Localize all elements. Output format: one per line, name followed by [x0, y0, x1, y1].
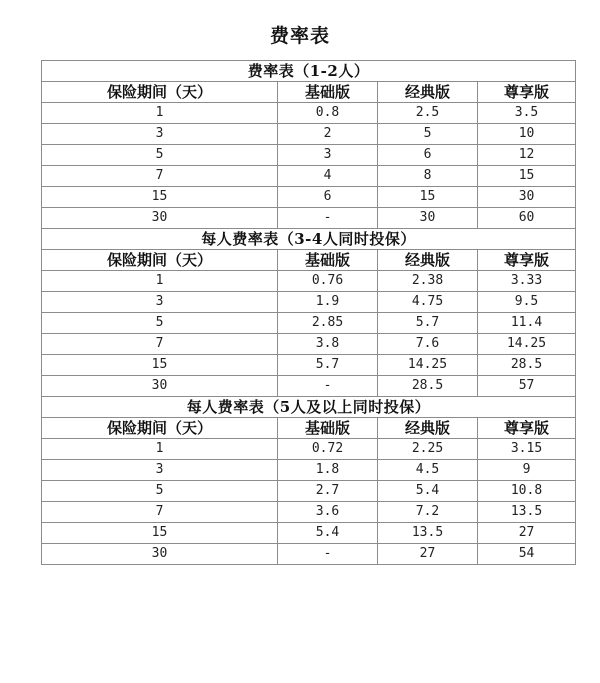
period-cell: 30 [42, 376, 278, 397]
section-title-row [42, 229, 576, 250]
premium-rate-cell: 3.5 [478, 103, 576, 124]
section-title: 每人费率表（5人及以上同时投保） [42, 397, 576, 418]
header-basic: 基础版 [278, 418, 378, 439]
header-premium: 尊享版 [478, 250, 576, 271]
rate-table-body [42, 61, 576, 565]
section-title-row [42, 397, 576, 418]
period-cell: 5 [42, 145, 278, 166]
premium-rate-cell: 54 [478, 544, 576, 565]
period-cell: 15 [42, 187, 278, 208]
basic-rate-cell: - [278, 208, 378, 229]
classic-rate-cell: 2.5 [378, 103, 478, 124]
header-classic: 经典版 [378, 250, 478, 271]
classic-rate-cell: 2.25 [378, 439, 478, 460]
classic-rate-cell: 8 [378, 166, 478, 187]
basic-rate-cell: 3 [278, 145, 378, 166]
classic-rate-cell: 5.7 [378, 313, 478, 334]
classic-rate-cell: 30 [378, 208, 478, 229]
table-row [42, 145, 576, 166]
table-row [42, 166, 576, 187]
column-header-row [42, 250, 576, 271]
period-cell: 5 [42, 313, 278, 334]
basic-rate-cell: 3.8 [278, 334, 378, 355]
basic-rate-cell: 2.7 [278, 481, 378, 502]
header-basic: 基础版 [278, 82, 378, 103]
header-premium: 尊享版 [478, 418, 576, 439]
basic-rate-cell: 0.76 [278, 271, 378, 292]
basic-rate-cell: - [278, 376, 378, 397]
header-period: 保险期间（天） [42, 82, 278, 103]
period-cell: 15 [42, 355, 278, 376]
header-period: 保险期间（天） [42, 418, 278, 439]
table-row [42, 523, 576, 544]
basic-rate-cell: 3.6 [278, 502, 378, 523]
table-row [42, 292, 576, 313]
rate-table [41, 60, 576, 565]
period-cell: 1 [42, 103, 278, 124]
premium-rate-cell: 15 [478, 166, 576, 187]
premium-rate-cell: 27 [478, 523, 576, 544]
table-row [42, 334, 576, 355]
basic-rate-cell: 2.85 [278, 313, 378, 334]
period-cell: 3 [42, 292, 278, 313]
header-basic: 基础版 [278, 250, 378, 271]
classic-rate-cell: 28.5 [378, 376, 478, 397]
basic-rate-cell: - [278, 544, 378, 565]
classic-rate-cell: 15 [378, 187, 478, 208]
period-cell: 3 [42, 124, 278, 145]
classic-rate-cell: 4.75 [378, 292, 478, 313]
header-period: 保险期间（天） [42, 250, 278, 271]
table-row [42, 502, 576, 523]
premium-rate-cell: 10.8 [478, 481, 576, 502]
classic-rate-cell: 2.38 [378, 271, 478, 292]
column-header-row [42, 418, 576, 439]
basic-rate-cell: 0.72 [278, 439, 378, 460]
premium-rate-cell: 3.15 [478, 439, 576, 460]
classic-rate-cell: 5 [378, 124, 478, 145]
page-title: 费率表 [269, 25, 330, 47]
classic-rate-cell: 5.4 [378, 481, 478, 502]
basic-rate-cell: 2 [278, 124, 378, 145]
premium-rate-cell: 14.25 [478, 334, 576, 355]
section-title-row [42, 61, 576, 82]
classic-rate-cell: 13.5 [378, 523, 478, 544]
period-cell: 30 [42, 208, 278, 229]
table-row [42, 208, 576, 229]
premium-rate-cell: 28.5 [478, 355, 576, 376]
column-header-row [42, 82, 576, 103]
period-cell: 15 [42, 523, 278, 544]
table-row [42, 103, 576, 124]
table-row [42, 271, 576, 292]
premium-rate-cell: 60 [478, 208, 576, 229]
table-row [42, 376, 576, 397]
period-cell: 1 [42, 439, 278, 460]
classic-rate-cell: 27 [378, 544, 478, 565]
period-cell: 7 [42, 502, 278, 523]
table-row [42, 481, 576, 502]
basic-rate-cell: 4 [278, 166, 378, 187]
premium-rate-cell: 12 [478, 145, 576, 166]
classic-rate-cell: 4.5 [378, 460, 478, 481]
premium-rate-cell: 3.33 [478, 271, 576, 292]
period-cell: 30 [42, 544, 278, 565]
basic-rate-cell: 5.4 [278, 523, 378, 544]
table-row [42, 124, 576, 145]
basic-rate-cell: 1.8 [278, 460, 378, 481]
period-cell: 7 [42, 334, 278, 355]
premium-rate-cell: 9 [478, 460, 576, 481]
premium-rate-cell: 30 [478, 187, 576, 208]
table-row [42, 439, 576, 460]
basic-rate-cell: 1.9 [278, 292, 378, 313]
section-title: 每人费率表（3-4人同时投保） [42, 229, 576, 250]
header-premium: 尊享版 [478, 82, 576, 103]
table-row [42, 460, 576, 481]
header-classic: 经典版 [378, 418, 478, 439]
classic-rate-cell: 14.25 [378, 355, 478, 376]
premium-rate-cell: 9.5 [478, 292, 576, 313]
table-row [42, 313, 576, 334]
premium-rate-cell: 10 [478, 124, 576, 145]
classic-rate-cell: 6 [378, 145, 478, 166]
table-row [42, 544, 576, 565]
premium-rate-cell: 11.4 [478, 313, 576, 334]
premium-rate-cell: 57 [478, 376, 576, 397]
period-cell: 7 [42, 166, 278, 187]
classic-rate-cell: 7.2 [378, 502, 478, 523]
table-row [42, 355, 576, 376]
basic-rate-cell: 5.7 [278, 355, 378, 376]
period-cell: 5 [42, 481, 278, 502]
classic-rate-cell: 7.6 [378, 334, 478, 355]
basic-rate-cell: 6 [278, 187, 378, 208]
period-cell: 1 [42, 271, 278, 292]
basic-rate-cell: 0.8 [278, 103, 378, 124]
premium-rate-cell: 13.5 [478, 502, 576, 523]
section-title: 费率表（1-2人） [42, 61, 576, 82]
period-cell: 3 [42, 460, 278, 481]
header-classic: 经典版 [378, 82, 478, 103]
table-row [42, 187, 576, 208]
